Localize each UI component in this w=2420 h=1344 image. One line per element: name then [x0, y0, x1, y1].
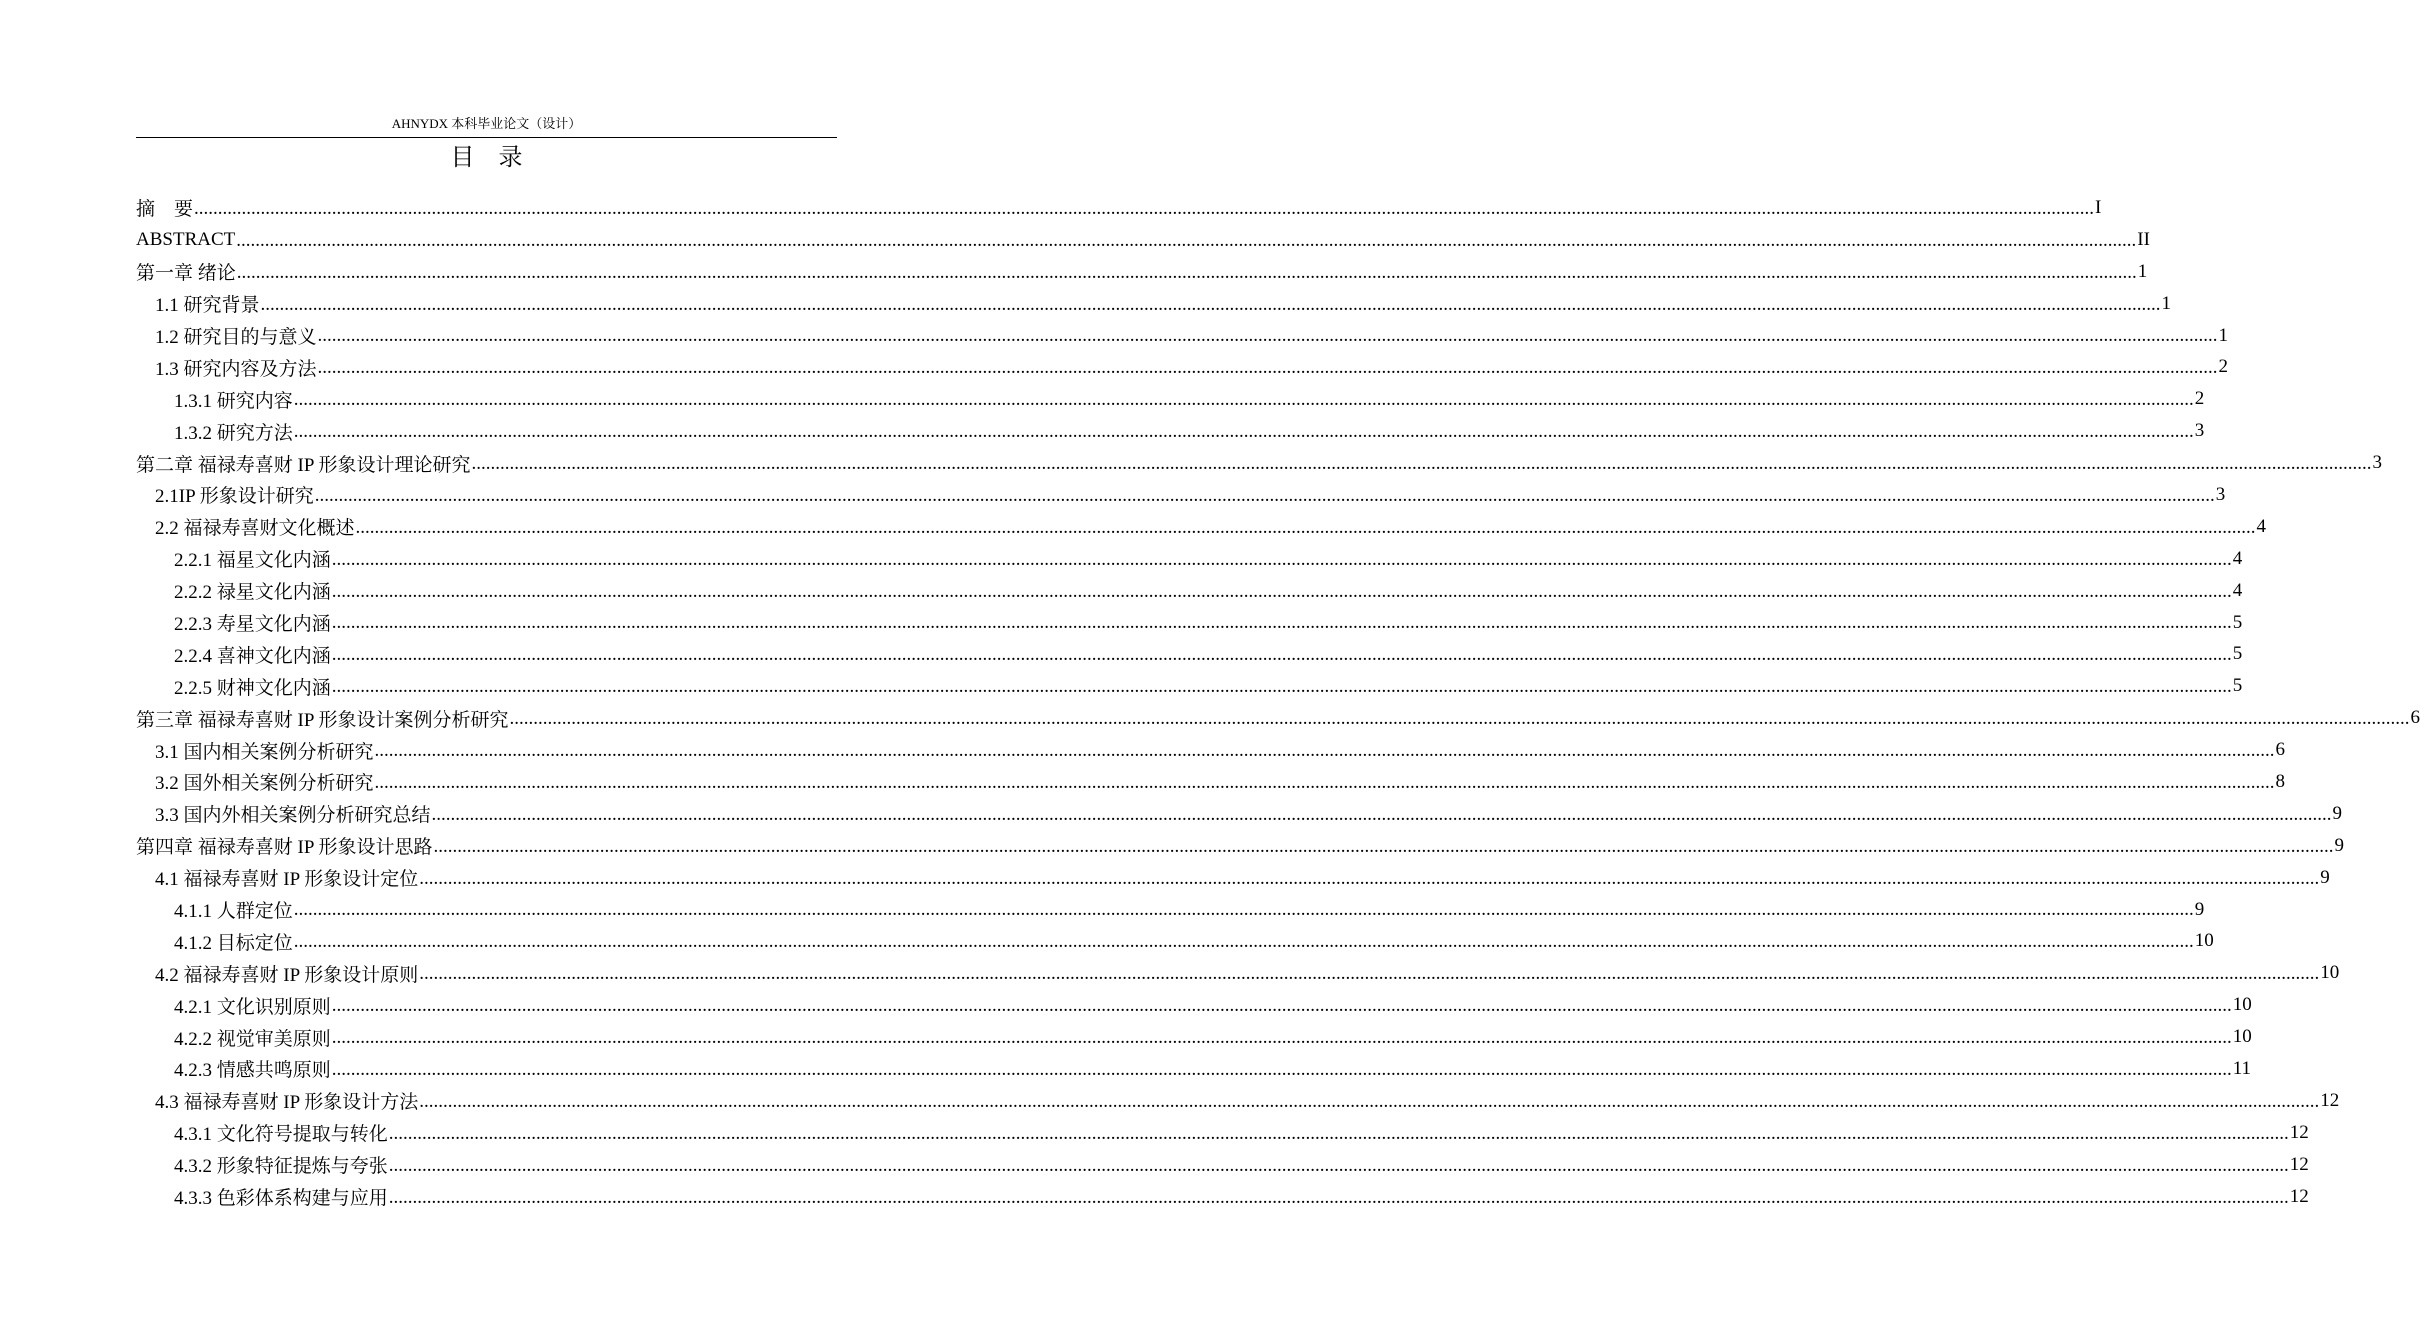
dot-leader: ................................................................................................................................................................................................................................................................................................................................................................................................................	[293, 389, 2194, 411]
toc-entry-page: 5	[2232, 611, 2243, 633]
toc-entry-page: 6	[2275, 739, 2286, 761]
dot-leader: ................................................................................................................................................................................................................................................................................................................................................................................................................	[314, 484, 2215, 506]
running-header: AHNYDX 本科毕业论文（设计）	[391, 116, 582, 131]
dot-leader: ................................................................................................................................................................................................................................................................................................................................................................................................................	[433, 835, 2334, 857]
toc-entry-page: I	[2095, 196, 2102, 218]
toc-entry-label: 4.1.2 目标定位	[174, 932, 293, 954]
toc-entry-label: 2.2.3 寿星文化内涵	[174, 614, 331, 636]
toc-entry-page: 6	[2410, 707, 2420, 729]
toc-entry[interactable]	[136, 830, 2344, 862]
toc-entry-label: 摘 要	[136, 199, 194, 221]
toc-entry-label: 1.1 研究背景	[155, 295, 260, 317]
toc-entry[interactable]	[136, 479, 2226, 511]
toc-entry[interactable]	[136, 383, 2205, 415]
dot-leader: ................................................................................................................................................................................................................................................................................................................................................................................................................	[331, 548, 2232, 570]
dot-leader: ................................................................................................................................................................................................................................................................................................................................................................................................................	[331, 644, 2232, 666]
dot-leader: ................................................................................................................................................................................................................................................................................................................................................................................................................	[236, 261, 2137, 283]
toc-entry-page: 1	[2161, 292, 2172, 314]
toc-entry-label: 1.2 研究目的与意义	[155, 327, 317, 348]
dot-leader: ................................................................................................................................................................................................................................................................................................................................................................................................................	[293, 931, 2194, 953]
toc-entry-label: 3.2 国外相关案例分析研究	[155, 773, 374, 795]
toc-entry-label: 4.3.2 形象特征提炼与夸张	[174, 1156, 388, 1178]
toc-entry-label: 4.3 福禄寿喜财 IP 形象设计方法	[155, 1092, 419, 1114]
toc-entry[interactable]	[136, 798, 2343, 830]
toc-entry[interactable]	[136, 670, 2243, 702]
toc-entry[interactable]	[136, 511, 2267, 543]
toc-entry-page: 9	[2320, 866, 2330, 888]
toc-entry-label: 4.3.1 文化符号提取与转化	[174, 1124, 388, 1146]
toc-entry[interactable]	[136, 1021, 2252, 1053]
dot-leader: ................................................................................................................................................................................................................................................................................................................................................................................................................	[374, 771, 2275, 793]
toc-entry-page: 2	[2218, 356, 2229, 378]
toc-entry-page: 10	[2232, 994, 2252, 1016]
dot-leader: ................................................................................................................................................................................................................................................................................................................................................................................................................	[236, 229, 2137, 251]
toc-entry[interactable]	[136, 766, 2286, 798]
toc-entry-page: 4	[2256, 515, 2267, 537]
dot-leader: ................................................................................................................................................................................................................................................................................................................................................................................................................	[331, 1027, 2232, 1049]
toc-entry-page: II	[2137, 228, 2150, 250]
toc-entry[interactable]	[136, 607, 2243, 639]
toc-entry[interactable]	[136, 543, 2243, 575]
header-rule	[136, 137, 837, 138]
toc-entry-page: 8	[2275, 770, 2286, 792]
toc-entry[interactable]	[136, 351, 2229, 383]
dot-leader: ................................................................................................................................................................................................................................................................................................................................................................................................................	[317, 357, 2218, 379]
toc-entry[interactable]	[136, 256, 2148, 288]
toc-entry-label: 第一章 绪论	[136, 263, 236, 285]
dot-leader: ................................................................................................................................................................................................................................................................................................................................................................................................................	[331, 1058, 2232, 1080]
toc-entry-label: 2.2.2 禄星文化内涵	[174, 582, 331, 604]
toc-entry[interactable]	[136, 1085, 2340, 1117]
toc-entry-label: 第四章 福禄寿喜财 IP 形象设计思路	[136, 837, 433, 859]
toc-entry-label: 2.1IP 形象设计研究	[155, 486, 314, 508]
toc-entry[interactable]	[136, 1181, 2309, 1213]
toc-entry-label: 2.2 福禄寿喜财文化概述	[155, 518, 355, 540]
toc-entry-label: 4.2.3 情感共鸣原则	[174, 1060, 331, 1082]
toc-entry-page: 12	[2289, 1153, 2309, 1175]
toc-title: 目录	[450, 143, 547, 171]
toc-entry-page: 9	[2332, 802, 2343, 824]
dot-leader: ................................................................................................................................................................................................................................................................................................................................................................................................................	[317, 325, 2218, 347]
dot-leader: ................................................................................................................................................................................................................................................................................................................................................................................................................	[388, 1154, 2289, 1176]
dot-leader: ................................................................................................................................................................................................................................................................................................................................................................................................................	[260, 293, 2161, 315]
toc-entry[interactable]	[136, 957, 2340, 989]
dot-leader: ................................................................................................................................................................................................................................................................................................................................................................................................................	[194, 197, 2095, 219]
toc-entry-label: 4.1 福禄寿喜财 IP 形象设计定位	[155, 869, 419, 891]
toc-entry-page: 12	[2289, 1185, 2309, 1207]
toc-entry[interactable]	[136, 1149, 2309, 1181]
toc-entry-label: 第三章 福禄寿喜财 IP 形象设计案例分析研究	[136, 709, 509, 731]
toc-entry-label: 2.2.1 福星文化内涵	[174, 550, 331, 572]
dot-leader: ................................................................................................................................................................................................................................................................................................................................................................................................................	[388, 1186, 2289, 1208]
toc-entry-page: 10	[2232, 1026, 2252, 1048]
dot-leader: ................................................................................................................................................................................................................................................................................................................................................................................................................	[431, 803, 2332, 825]
toc-entry-page: 12	[2289, 1121, 2309, 1143]
toc-entry[interactable]	[136, 894, 2205, 926]
table-of-contents	[136, 192, 2420, 1213]
toc-entry[interactable]	[136, 415, 2205, 447]
toc-entry-label: 4.2.2 视觉审美原则	[174, 1028, 331, 1050]
toc-entry[interactable]	[136, 925, 2214, 957]
toc-entry-page: 1	[2218, 324, 2229, 346]
toc-entry[interactable]	[136, 638, 2243, 670]
toc-entry-label: 4.1.1 人群定位	[174, 901, 293, 923]
toc-entry-label: 1.3.1 研究内容	[174, 390, 293, 412]
dot-leader: ................................................................................................................................................................................................................................................................................................................................................................................................................	[471, 453, 2372, 475]
dot-leader: ................................................................................................................................................................................................................................................................................................................................................................................................................	[293, 899, 2194, 921]
toc-entry[interactable]	[136, 447, 2382, 479]
toc-entry[interactable]	[136, 575, 2243, 607]
dot-leader: ................................................................................................................................................................................................................................................................................................................................................................................................................	[388, 1122, 2289, 1144]
toc-entry-label: 3.1 国内相关案例分析研究	[155, 741, 374, 763]
toc-entry-label: 3.3 国内外相关案例分析研究总结	[155, 805, 431, 827]
toc-entry[interactable]	[136, 702, 2420, 734]
dot-leader: ................................................................................................................................................................................................................................................................................................................................................................................................................	[331, 612, 2232, 634]
toc-entry-label: 第二章 福禄寿喜财 IP 形象设计理论研究	[136, 454, 471, 476]
dot-leader: ................................................................................................................................................................................................................................................................................................................................................................................................................	[331, 995, 2232, 1017]
toc-entry-page: 3	[2194, 420, 2205, 442]
toc-entry[interactable]	[136, 288, 2172, 320]
dot-leader: ................................................................................................................................................................................................................................................................................................................................................................................................................	[355, 516, 2256, 538]
toc-entry-page: 2	[2194, 388, 2205, 410]
toc-entry-label: 4.2.1 文化识别原则	[174, 996, 331, 1018]
toc-entry[interactable]	[136, 989, 2252, 1021]
toc-entry[interactable]	[136, 224, 2150, 256]
toc-entry[interactable]	[136, 192, 2102, 224]
toc-entry-page: 4	[2232, 579, 2243, 601]
toc-entry-label: ABSTRACT	[136, 228, 236, 250]
toc-entry[interactable]	[136, 734, 2286, 766]
dot-leader: ................................................................................................................................................................................................................................................................................................................................................................................................................	[331, 580, 2232, 602]
toc-entry-page: 12	[2320, 1089, 2340, 1111]
dot-leader: ................................................................................................................................................................................................................................................................................................................................................................................................................	[419, 867, 2320, 889]
toc-entry-label: 4.3.3 色彩体系构建与应用	[174, 1188, 388, 1210]
toc-entry-page: 10	[2320, 962, 2340, 984]
toc-entry-page: 3	[2372, 452, 2382, 474]
toc-entry-label: 2.2.5 财神文化内涵	[174, 677, 331, 699]
toc-entry[interactable]	[136, 320, 2229, 352]
toc-entry-page: 9	[2194, 898, 2205, 920]
toc-entry-page: 5	[2232, 675, 2243, 697]
toc-entry-page: 1	[2137, 260, 2148, 282]
toc-entry-page: 4	[2232, 547, 2243, 569]
toc-entry-page: 3	[2215, 483, 2226, 505]
toc-entry-label: 2.2.4 喜神文化内涵	[174, 645, 331, 667]
dot-leader: ................................................................................................................................................................................................................................................................................................................................................................................................................	[419, 963, 2320, 985]
dot-leader: ................................................................................................................................................................................................................................................................................................................................................................................................................	[374, 740, 2275, 762]
toc-entry[interactable]	[136, 862, 2330, 894]
dot-leader: ................................................................................................................................................................................................................................................................................................................................................................................................................	[293, 421, 2194, 443]
toc-entry-label: 4.2 福禄寿喜财 IP 形象设计原则	[155, 964, 419, 986]
toc-entry-label: 1.3.2 研究方法	[174, 422, 293, 444]
toc-entry-label: 1.3 研究内容及方法	[155, 358, 317, 380]
toc-entry[interactable]	[136, 1117, 2309, 1149]
toc-entry-page: 10	[2194, 930, 2214, 952]
toc-entry-page: 9	[2334, 834, 2344, 856]
dot-leader: ................................................................................................................................................................................................................................................................................................................................................................................................................	[331, 676, 2232, 698]
toc-entry[interactable]	[136, 1053, 2252, 1085]
dot-leader: ................................................................................................................................................................................................................................................................................................................................................................................................................	[509, 708, 2410, 730]
toc-entry-page: 11	[2232, 1057, 2252, 1079]
dot-leader: ................................................................................................................................................................................................................................................................................................................................................................................................................	[419, 1090, 2320, 1112]
toc-entry-page: 5	[2232, 643, 2243, 665]
